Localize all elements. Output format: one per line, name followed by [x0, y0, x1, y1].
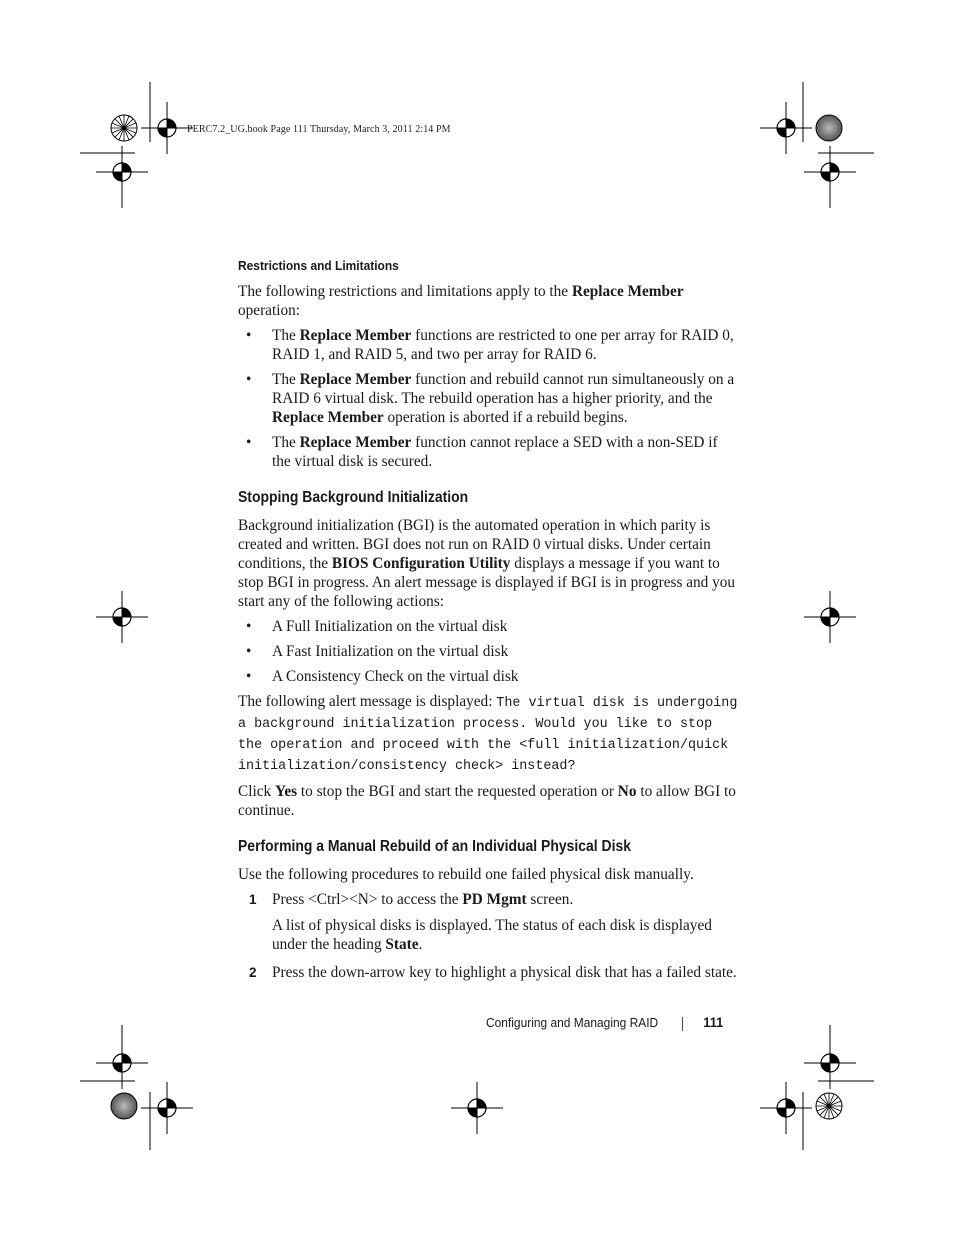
rebuild-steps — [238, 890, 738, 982]
list-item: • A Full Initialization on the virtual disk — [246, 618, 508, 635]
restrictions-intro: The following restrictions and limitations apply to the Replace Member operation: — [238, 283, 684, 319]
restrictions-list — [238, 326, 738, 471]
list-item: • The Replace Member functions are restricted to one per array for RAID 0, RAID 1, and RAID 5, and two per array for RAID 6. — [246, 327, 734, 363]
footer-separator — [682, 1017, 683, 1031]
bgi-actions-list — [238, 617, 738, 686]
step-note: A list of physical disks is displayed. The status of each disk is displayed under the heading State. — [272, 917, 712, 953]
step-item: 1 Press <Ctrl><N> to access the PD Mgmt screen. A list of physical disks is displayed. The status of each disk is displayed under the heading State. — [238, 890, 738, 954]
section-heading-manual-rebuild: Performing a Manual Rebuild of an Individual Physical Disk — [238, 838, 632, 855]
list-item: • The Replace Member function cannot replace a SED with a non-SED if the virtual disk is secured. — [246, 434, 718, 470]
section-heading-restrictions: Restrictions and Limitations — [238, 258, 399, 273]
list-item: • The Replace Member function and rebuild cannot run simultaneously on a RAID 6 virtual disk. The rebuild operation has a higher priority, and the Replace Member operation is aborted if a rebuild begins. — [246, 371, 735, 426]
bgi-description: Background initialization (BGI) is the automated operation in which parity is created and written. BGI does not run on RAID 0 virtual disks. Under certain conditions, the BIOS Configuration Utility displays a message if you want to stop BGI in progress. An alert message is displayed if BGI is in progress and you start any of the following actions: — [238, 517, 736, 610]
rebuild-intro: Use the following procedures to rebuild one failed physical disk manually. — [238, 866, 694, 883]
print-header: PERC7.2_UG.book Page 111 Thursday, March 3, 2011 2:14 PM — [187, 124, 451, 135]
alert-message-code: The virtual disk is undergoing a background initialization process. Would you like to stop the operation and proceed with the <full initialization/quick initialization/consistency check> instead? — [238, 696, 738, 774]
footer-chapter-title: Configuring and Managing RAID — [486, 1015, 659, 1030]
list-item: • A Fast Initialization on the virtual disk — [246, 643, 509, 660]
list-item: • A Consistency Check on the virtual disk — [246, 668, 519, 685]
section-heading-bgi: Stopping Background Initialization — [238, 489, 469, 506]
page-number: 111 — [703, 1014, 724, 1030]
page-footer — [486, 1014, 723, 1031]
page-content — [238, 258, 738, 991]
click-instruction: Click Yes to stop the BGI and start the requested operation or No to allow BGI to continue. — [238, 783, 736, 819]
alert-message-paragraph: The following alert message is displayed: The virtual disk is undergoing a background initialization process. Would you like to stop the operation and proceed with the <full initialization/quick initialization/consistency check> instead? — [238, 693, 738, 774]
step-item: 2 Press the down-arrow key to highlight a physical disk that has a failed state. — [249, 964, 737, 981]
